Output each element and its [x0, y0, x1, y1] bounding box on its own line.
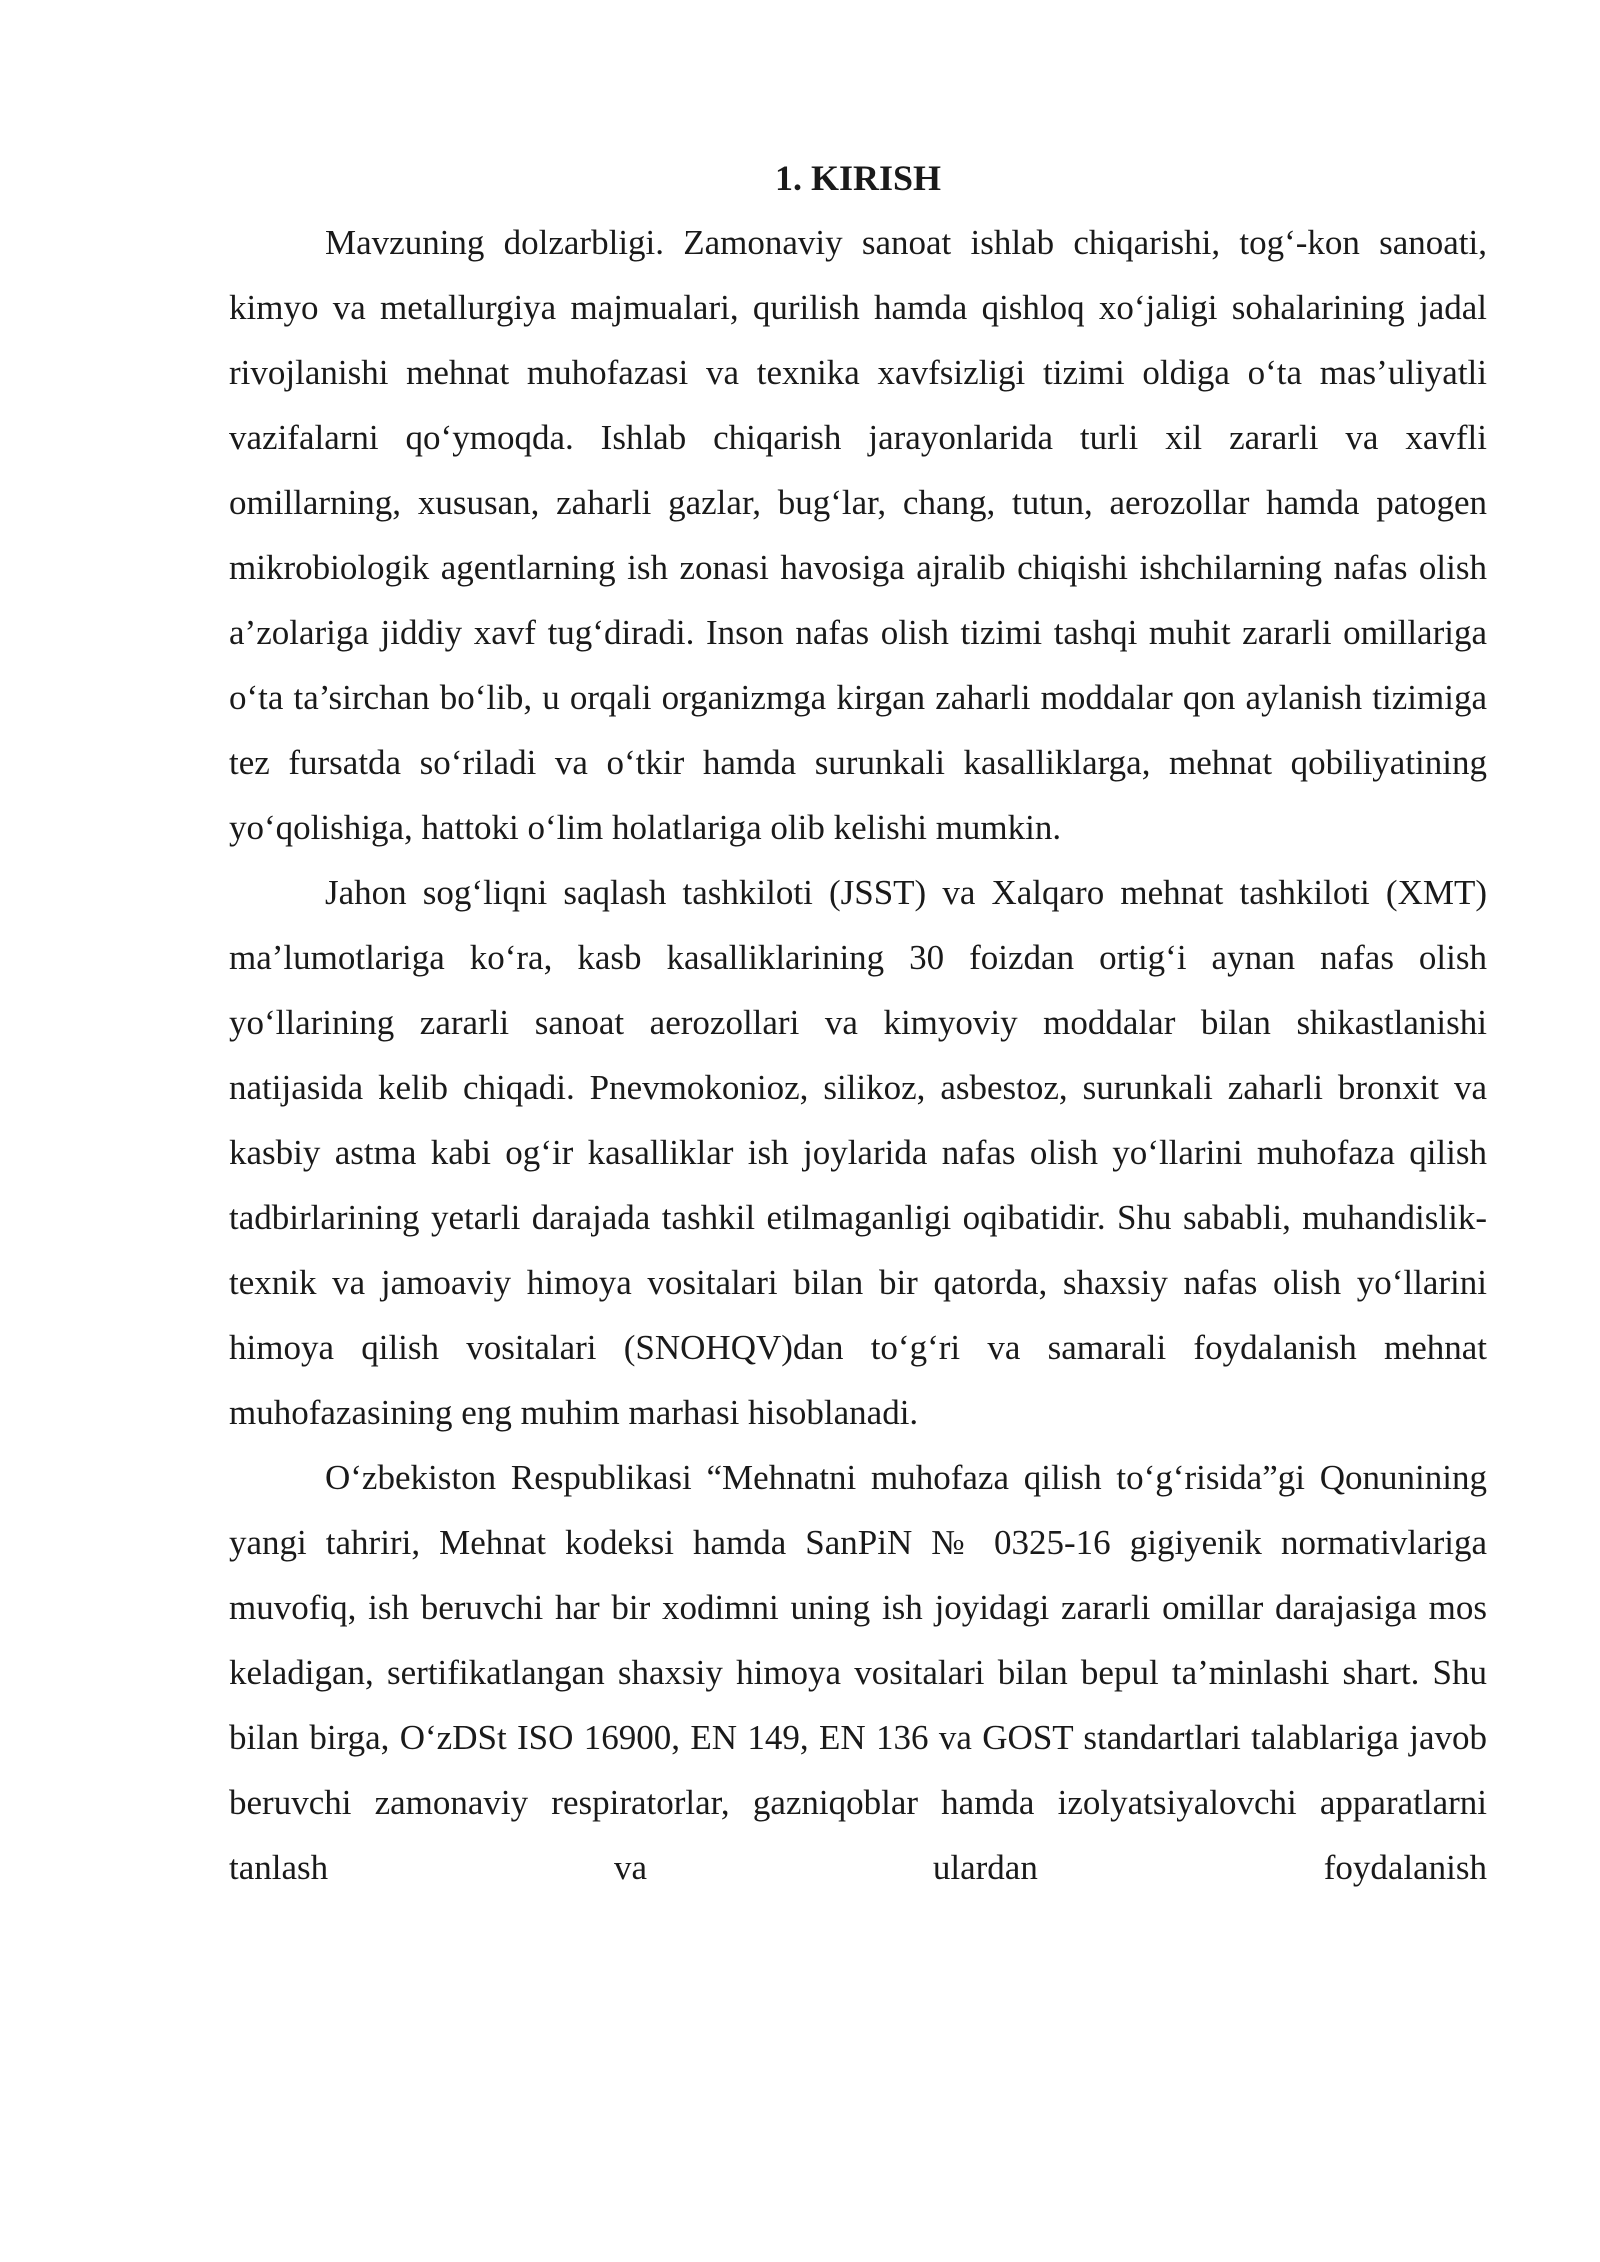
paragraph-legislation: O‘zbekiston Respublikasi “Mehnatni muhofaza qilish to‘g‘risida”gi Qonunining yangi tahriri, Mehnat kodeksi hamda SanPiN № 0325-16 gigiyenik normativlariga muvofiq, ish beruvchi har bir xodimni uning ish joyidagi zararli omillar darajasiga mos keladigan, sertifikatlangan shaxsiy himoya vositalari bilan bepul ta’minlashi shart. Shu bilan birga, O‘zDSt ISO 16900, EN 149, EN 136 va GOST standartlari talablariga javob beruvchi zamonaviy respiratorlar, gazniqoblar hamda izolyatsiyalovchi apparatlarni tanlash va ulardan foydalanish: [229, 1458, 1487, 1887]
paragraph-relevance: Mavzuning dolzarbligi. Zamonaviy sanoat ishlab chiqarishi, tog‘-kon sanoati, kimyo va metallurgiya majmualari, qurilish hamda qishloq xo‘jaligi sohalarining jadal rivojlanishi mehnat muhofazasi va texnika xavfsizligi tizimi oldiga o‘ta mas’uliyatli vazifalarni qo‘ymoqda. Ishlab chiqarish jarayonlarida turli xil zararli va xavfli omillarning, xususan, zaharli gazlar, bug‘lar, chang, tutun, aerozollar hamda patogen mikrobiologik agentlarning ish zonasi havosiga ajralib chiqishi ishchilarning nafas olish a’zolariga jiddiy xavf tug‘diradi. Inson nafas olish tizimi tashqi muhit zararli omillariga o‘ta ta’sirchan bo‘lib, u orqali organizmga kirgan zaharli moddalar qon aylanish tizimiga tez fursatda so‘riladi va o‘tkir hamda surunkali kasalliklarga, mehnat qobiliyatining yo‘qolishiga, hattoki o‘lim holatlariga olib kelishi mumkin.: [229, 223, 1487, 847]
paragraph-statistics: Jahon sog‘liqni saqlash tashkiloti (JSST) va Xalqaro mehnat tashkiloti (XMT) ma’lumotlariga ko‘ra, kasb kasalliklarining 30 foizdan ortig‘i aynan nafas olish yo‘llarining zararli sanoat aerozollari va kimyoviy moddalar bilan shikastlanishi natijasida kelib chiqadi. Pnevmokonioz, silikoz, asbestoz, surunkali zaharli bronxit va kasbiy astma kabi og‘ir kasalliklar ish joylarida nafas olish yo‘llarini muhofaza qilish tadbirlarining yetarli darajada tashkil etilmaganligi oqibatidir. Shu sababli, muhandislik-texnik va jamoaviy himoya vositalari bilan bir qatorda, shaxsiy nafas olish yo‘llarini himoya qilish vositalari (SNOHQV)dan to‘g‘ri va samarali foydalanish mehnat muhofazasining eng muhim marhasi hisoblanadi.: [229, 873, 1487, 1432]
page-content: [229, 148, 1487, 1900]
section-heading: 1. KIRISH: [774, 158, 942, 198]
